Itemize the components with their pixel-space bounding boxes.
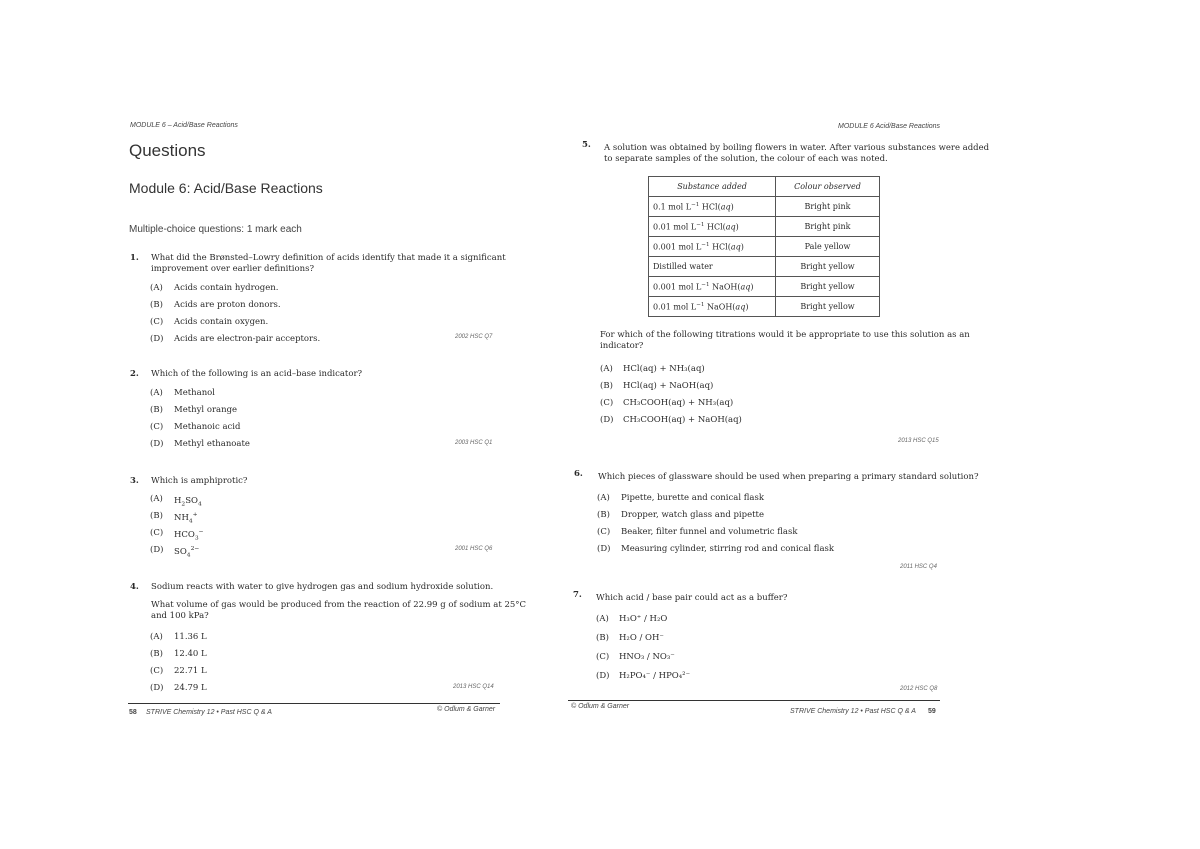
option-text: HNO₃ / NO₃⁻ [619,652,675,662]
question-text: What volume of gas would be produced from the reaction of 22.99 g of sodium at 25°C [151,600,527,610]
table-cell-colour: Bright pink [776,197,880,217]
question-source: 2012 HSC Q8 [900,686,938,692]
option-letter: (A) [597,493,610,503]
table-cell-colour: Bright yellow [776,257,880,277]
option-letter: (C) [596,652,610,662]
running-header-left: MODULE 6 – Acid/Base Reactions [130,122,238,129]
question-number: 4. [130,582,139,592]
option-text: Measuring cylinder, stirring rod and conical flask [621,544,835,554]
option-letter: (D) [600,415,614,425]
question-text: Which of the following is an acid–base indicator? [151,369,363,379]
module-title: Module 6: Acid/Base Reactions [129,180,323,196]
question-source: 2002 HSC Q7 [455,334,493,340]
option-letter: (D) [150,545,164,555]
option-letter: (A) [150,494,163,504]
question-number: 5. [582,140,591,150]
option-text: Methanoic acid [174,422,241,432]
option-letter: (A) [150,632,163,642]
option-letter: (B) [596,633,609,643]
option-letter: (A) [150,283,163,293]
question-source: 2013 HSC Q15 [898,438,939,444]
option-letter: (B) [150,405,163,415]
option-text: 24.79 L [174,683,207,693]
option-text: Pipette, burette and conical flask [621,493,765,503]
table-cell-substance: 0.01 mol $L^{-1}$ NaOH(aq) [649,297,776,317]
table-cell-substance: 0.001 mol $L^{-1}$ NaOH(aq) [649,277,776,297]
question-source: 2003 HSC Q1 [455,440,493,446]
option-text: 11.36 L [174,632,207,642]
question-text: What did the Brønsted–Lowry definition of acids identify that made it a significant [151,253,506,263]
question-text: Which is amphiprotic? [151,476,248,486]
option-text: H₂PO₄⁻ / HPO₄²⁻ [619,671,691,681]
page-title: Questions [129,141,206,160]
table-cell-substance: 0.01 mol $L^{-1}$ HCl(aq) [649,217,776,237]
question-source: 2013 HSC Q14 [453,684,494,690]
running-header-right: MODULE 6 Acid/Base Reactions [838,123,941,130]
option-letter: (C) [150,317,164,327]
question-source: 2011 HSC Q4 [900,564,937,570]
option-formula: $HCO_3^-$ [174,528,204,542]
table-row [649,297,880,317]
question-number: 3. [130,476,139,486]
option-formula: $H_2SO_4$ [174,495,202,508]
option-text: HCl(aq) + NH₃(aq) [623,364,705,374]
question-number: 7. [573,590,582,600]
question-text: Sodium reacts with water to give hydrogen gas and sodium hydroxide solution. [151,582,494,592]
option-letter: (C) [150,666,164,676]
option-letter: (C) [600,398,614,408]
option-letter: (D) [150,683,164,693]
footer-copyright: © Odlum & Garner [571,703,630,710]
table-row [649,217,880,237]
option-letter: (B) [600,381,613,391]
question-text: and 100 kPa? [151,611,209,621]
option-text: 22.71 L [174,666,207,676]
option-text: Methanol [174,388,216,398]
option-text: Beaker, filter funnel and volumetric flask [621,527,798,537]
option-letter: (C) [150,422,164,432]
option-text: H₃O⁺ / H₂O [619,614,668,624]
question-text: improvement over earlier definitions? [151,264,315,274]
option-letter: (B) [150,300,163,310]
option-letter: (A) [596,614,609,624]
table-cell-colour: Pale yellow [776,237,880,257]
question-number: 1. [130,253,139,263]
option-letter: (C) [597,527,611,537]
question-text: A solution was obtained by boiling flowers in water. After various substances were added [604,143,990,153]
colour-table [648,176,880,317]
option-letter: (D) [597,544,611,554]
option-letter: (A) [150,388,163,398]
option-text: H₂O / OH⁻ [619,633,664,643]
option-letter: (D) [150,334,164,344]
option-letter: (A) [600,364,613,374]
option-text: Acids are proton donors. [174,300,281,310]
option-text: Methyl ethanoate [174,439,250,449]
table-cell-substance: 0.1 mol $L^{-1}$ HCl(aq) [649,197,776,217]
footer-rule [568,700,940,701]
table-cell-colour: Bright yellow [776,297,880,317]
option-text: 12.40 L [174,649,207,659]
option-letter: (B) [597,510,610,520]
table-cell-substance: Distilled water [649,257,776,277]
option-letter: (D) [596,671,610,681]
option-formula: $SO_4^{2-}$ [174,545,200,559]
option-text: CH₃COOH(aq) + NaOH(aq) [623,415,742,425]
footer-book-title: STRIVE Chemistry 12 • Past HSC Q & A [146,709,272,716]
question-text: indicator? [600,341,644,351]
option-letter: (B) [150,511,163,521]
page-number: 58 [129,709,137,716]
table-row [649,257,880,277]
section-title: Multiple-choice questions: 1 mark each [129,224,302,235]
table-header: Substance added [649,177,776,197]
table-cell-colour: Bright yellow [776,277,880,297]
option-text: Acids contain hydrogen. [174,283,279,293]
footer-book-title: STRIVE Chemistry 12 • Past HSC Q & A [790,708,916,715]
question-number: 2. [130,369,139,379]
question-source: 2001 HSC Q6 [455,546,493,552]
option-text: Acids contain oxygen. [174,317,269,327]
option-text: Dropper, watch glass and pipette [621,510,764,520]
table-header-row [649,177,880,197]
option-letter: (D) [150,439,164,449]
footer-rule [128,703,500,704]
table-cell-colour: Bright pink [776,217,880,237]
table-row [649,277,880,297]
question-number: 6. [574,469,583,479]
question-text: For which of the following titrations would it be appropriate to use this solution as an [600,330,970,340]
option-formula: $NH_4^+$ [174,511,198,525]
question-text: Which acid / base pair could act as a buffer? [596,593,788,603]
option-letter: (B) [150,649,163,659]
question-text: to separate samples of the solution, the colour of each was noted. [604,154,888,164]
table-cell-substance: 0.001 mol $L^{-1}$ HCl(aq) [649,237,776,257]
table-row [649,197,880,217]
question-text: Which pieces of glassware should be used when preparing a primary standard solution? [598,472,979,482]
footer-copyright: © Odlum & Garner [437,706,496,713]
option-letter: (C) [150,528,164,538]
option-text: Acids are electron-pair acceptors. [174,334,321,344]
page-number: 59 [928,708,936,715]
table-row [649,237,880,257]
option-text: HCl(aq) + NaOH(aq) [623,381,714,391]
option-text: CH₃COOH(aq) + NH₃(aq) [623,398,734,408]
option-text: Methyl orange [174,405,238,415]
table-header: Colour observed [776,177,880,197]
